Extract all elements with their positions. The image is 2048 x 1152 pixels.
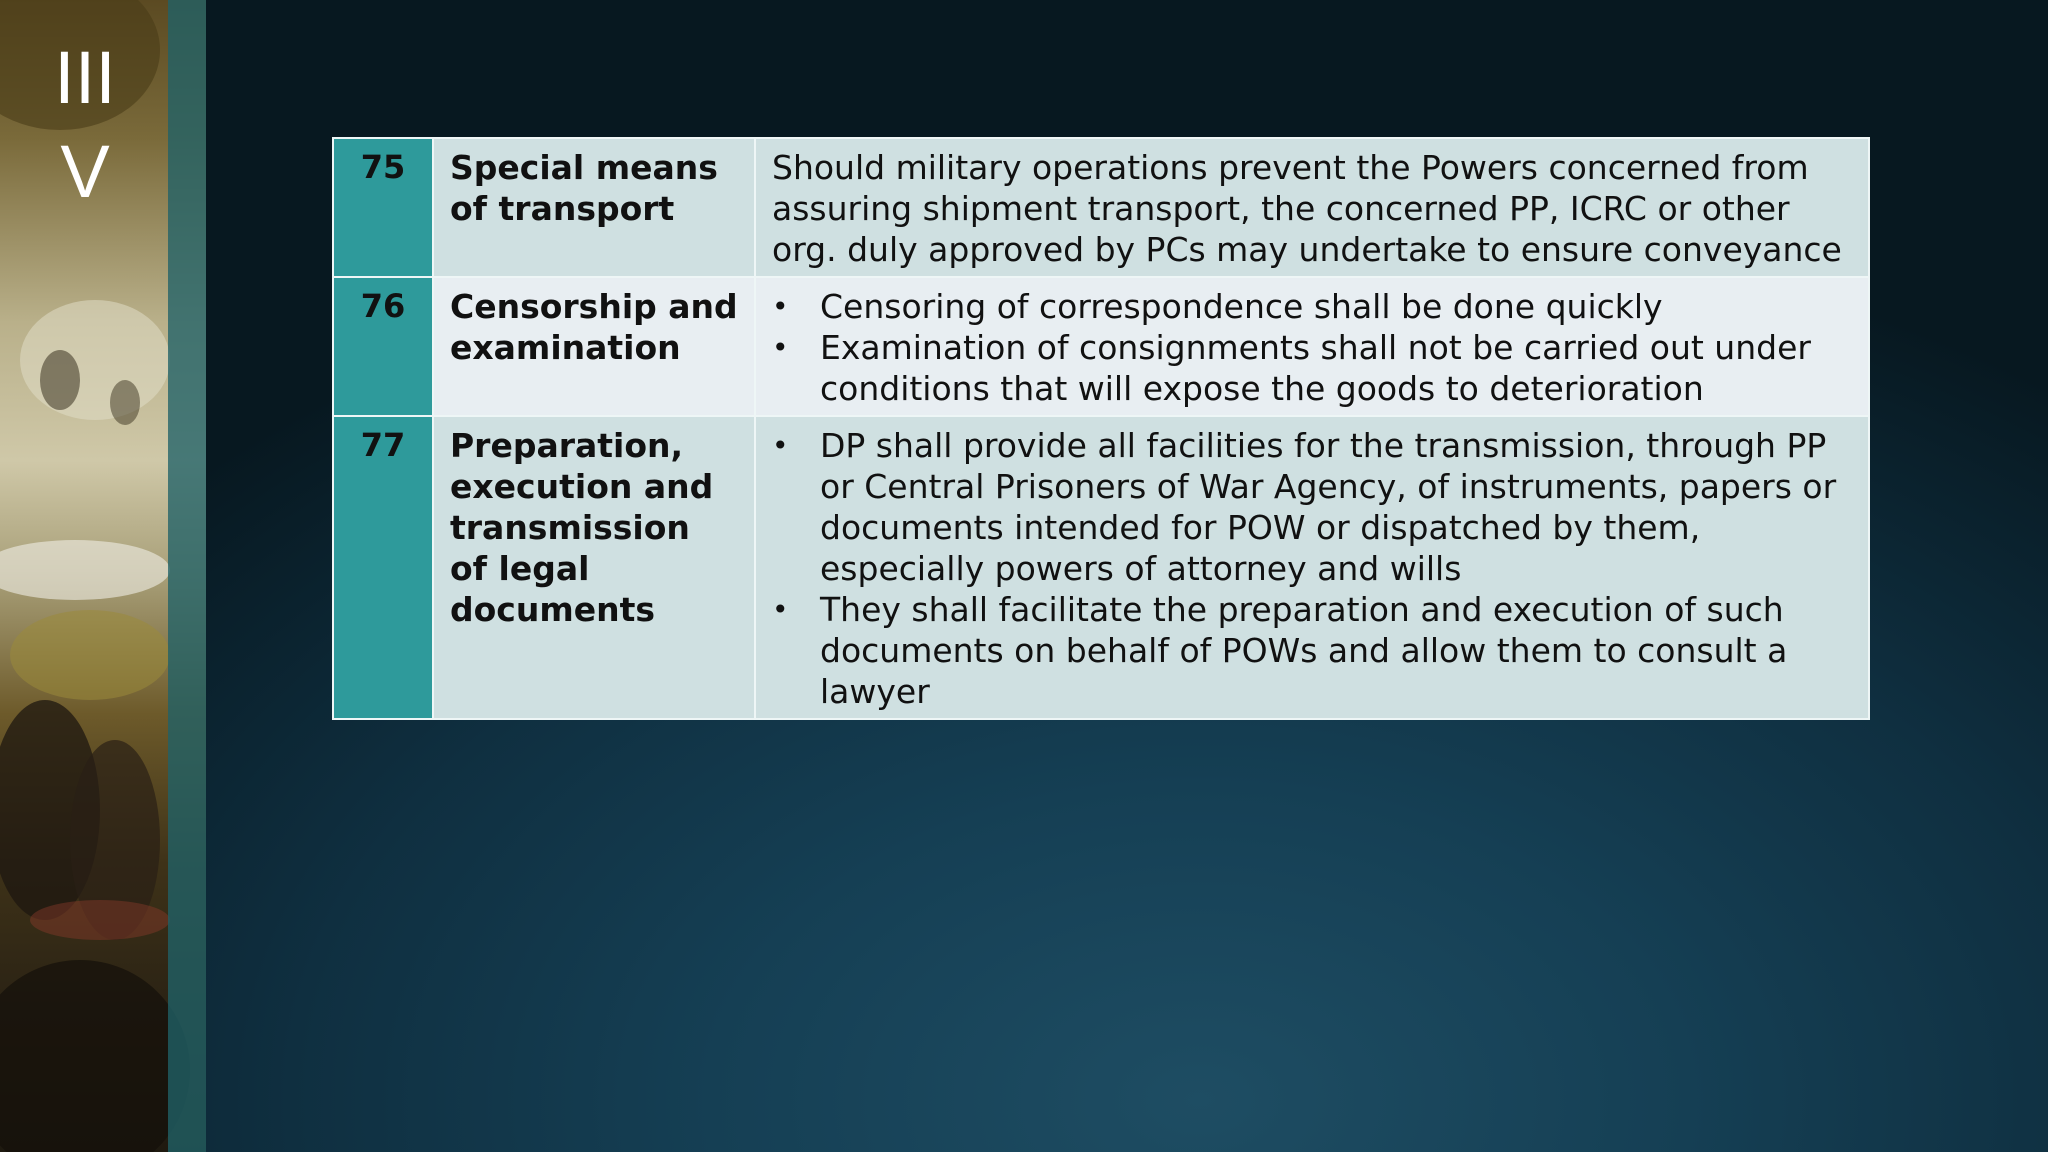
article-title: Preparation, execution and transmission of legal documents: [433, 416, 755, 719]
bullet-item: • They shall facilitate the preparation and execution of such documents on behalf of POWs and allow them to consult a lawyer: [772, 589, 1852, 712]
table-row: [333, 416, 1869, 719]
article-number: 77: [333, 416, 433, 719]
article-description: [755, 416, 1869, 719]
article-number: 76: [333, 277, 433, 416]
bullet-list: [772, 286, 1852, 409]
table-row: [333, 277, 1869, 416]
article-title: Censorship and examination: [433, 277, 755, 416]
table-row: [333, 138, 1869, 277]
bullet-list: [772, 425, 1852, 712]
articles-table: [332, 137, 1870, 720]
side-painting: [0, 0, 206, 1152]
bullet-item: • DP shall provide all facilities for the transmission, through PP or Central Prisoners of War Agency, of instruments, papers or documents intended for POW or dispatched by them, especially powers of attorney and wills: [772, 425, 1852, 589]
article-description: Should military operations prevent the Powers concerned from assuring shipment transport, the concerned PP, ICRC or other org. duly approved by PCs may undertake to ensure conveyance: [755, 138, 1869, 277]
article-number: 75: [333, 138, 433, 277]
bullet-item: • Censoring of correspondence shall be done quickly: [772, 286, 1852, 327]
bullet-item: • Examination of consignments shall not be carried out under conditions that will expose the goods to deterioration: [772, 327, 1852, 409]
part-numeral-bottom: V: [60, 130, 110, 213]
article-title: Special means of transport: [433, 138, 755, 277]
article-description: [755, 277, 1869, 416]
part-numeral-top: III: [54, 36, 116, 119]
side-teal-strip: [168, 0, 206, 1152]
